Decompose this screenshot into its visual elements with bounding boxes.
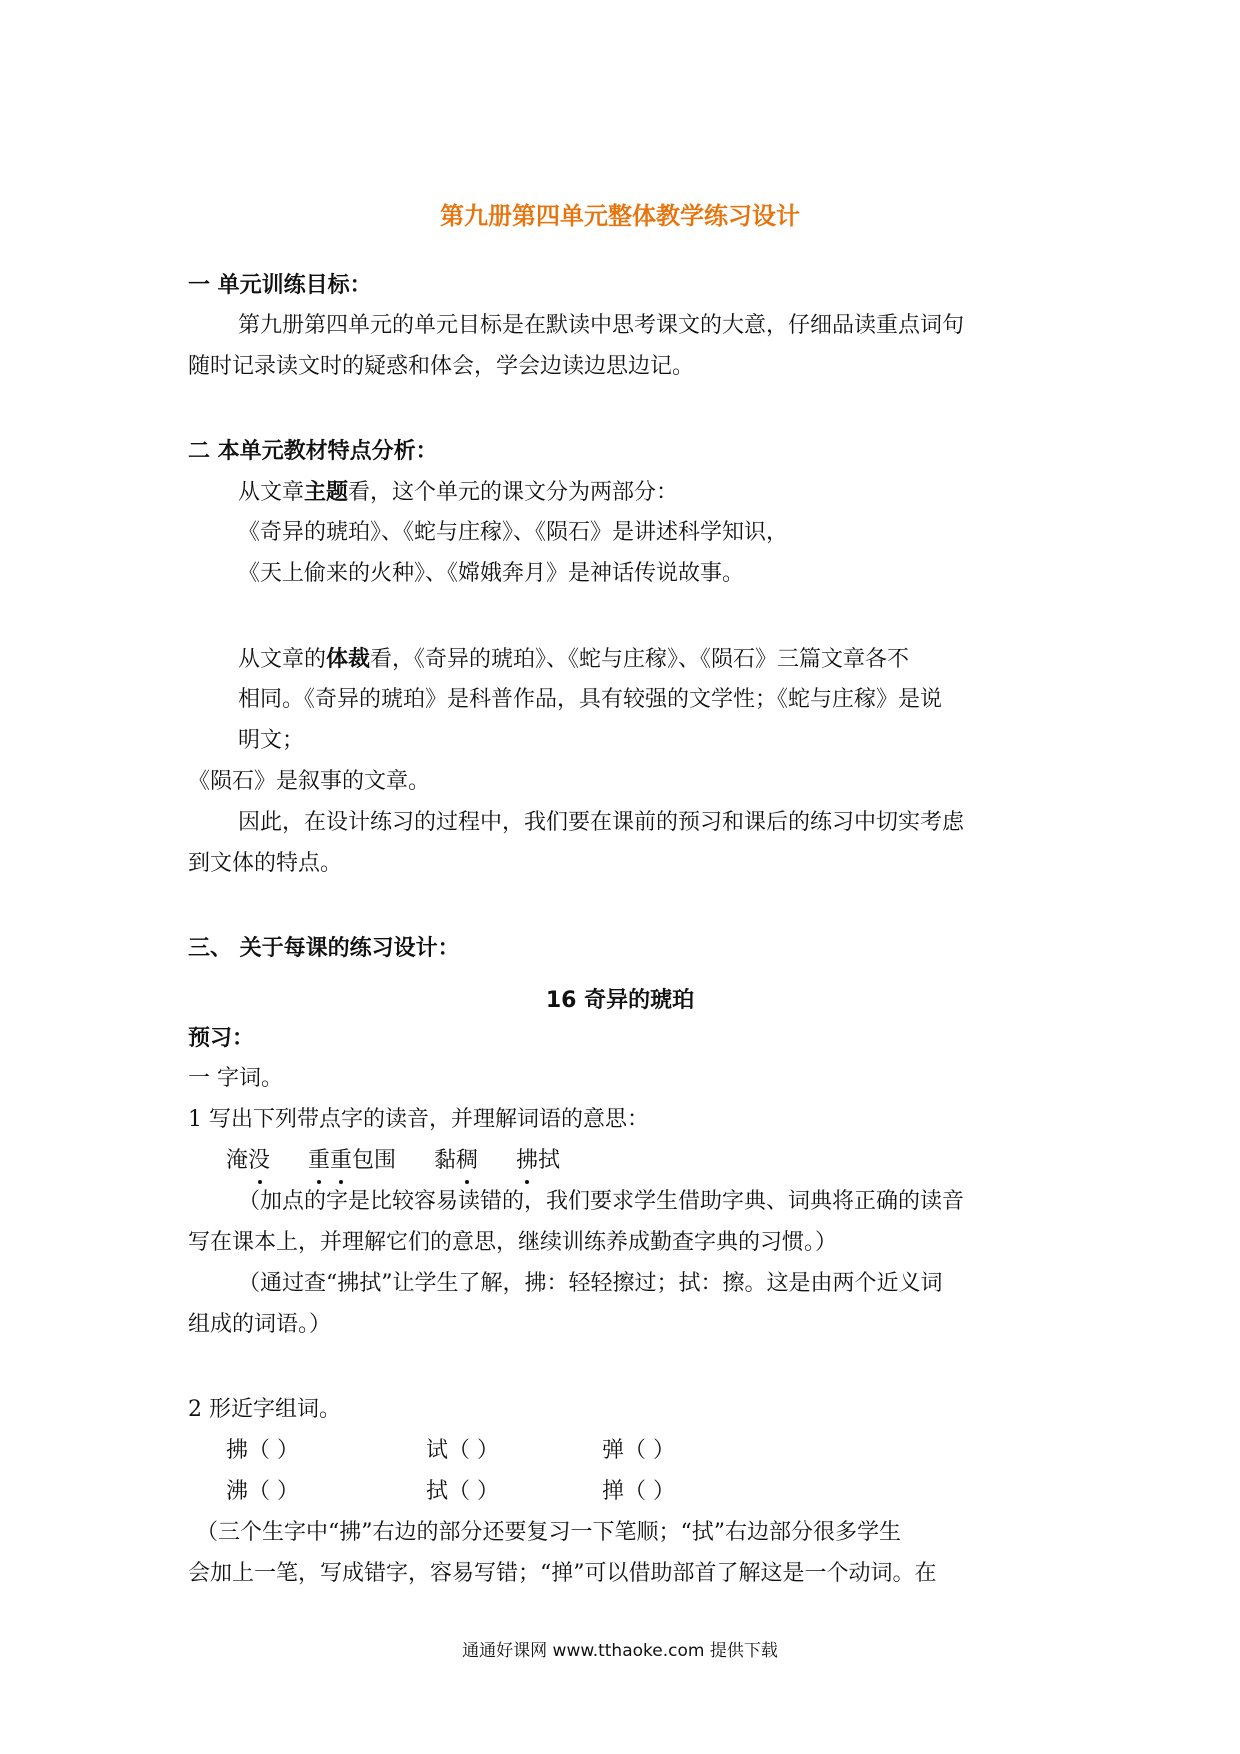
section2-p1 [238,477,678,508]
p1-bold: 主题 [304,479,349,505]
section2-p2: 《奇异的琥珀》、《蛇与庄稼》、《陨石》是讲述科学知识， [238,520,789,545]
note3-line2: 会加上一笔，写成错字，容易写错；“掸”可以借助部首了解这是一个动词。在 [188,1561,937,1586]
section2-p5: 相同。《奇异的琥珀》是科普作品，具有较强的文学性；《蛇与庄稼》是说 [238,687,943,712]
p1-pre: 从文章 [238,480,305,505]
word-3: 黏稠 [434,1146,478,1176]
note2-line1: （通过查“拂拭”让学生了解，拂：轻轻擦过；拭：擦。这是由两个近义词 [238,1271,943,1296]
word-4: 拂拭 [516,1146,560,1176]
section2-heading: 二 本单元教材特点分析： [188,439,438,464]
pair-2-1: 沸（ ） [226,1479,299,1504]
section2-p4 [238,644,909,675]
preview-label: 预习： [188,1026,255,1051]
emphasis-dot [525,1180,529,1184]
pair-2-2: 拭（ ） [426,1479,499,1504]
word-list [226,1146,560,1176]
section3-heading: 三、 关于每课的练习设计： [188,936,460,961]
section1-line2: 随时记录读文时的疑惑和体会，学会边读边思边记。 [188,354,695,379]
pair-2-3: 掸（ ） [602,1479,675,1504]
p1-post: 看，这个单元的课文分为两部分： [348,480,679,505]
emphasis-dot [258,1180,262,1184]
section2-p3: 《天上偷来的火种》、《嫦娥奔月》是神话传说故事。 [238,561,745,586]
note1-line1: （加点的字是比较容易读错的，我们要求学生借助字典、词典将正确的读音 [238,1189,965,1214]
note3-line1: （三个生字中“拂”右边的部分还要复习一下笔顺；“拭”右边部分很多学生 [196,1520,901,1545]
note1-line2: 写在课本上，并理解它们的意思，继续训练养成勤查字典的习惯。） [188,1230,838,1255]
pair-1-3: 弹（ ） [602,1438,675,1463]
section1-heading: 一 单元训练目标： [188,273,372,298]
question2: 2 形近字组词。 [188,1397,341,1422]
lesson-title: 16 奇异的琥珀 [545,988,695,1013]
emphasis-dot [317,1180,321,1184]
emphasis-dot [465,1180,469,1184]
section2-p8: 因此，在设计练习的过程中，我们要在课前的预习和课后的练习中切实考虑 [238,810,965,835]
emphasis-dot [339,1180,343,1184]
note2-line2: 组成的词语。） [188,1312,332,1337]
p4-pre: 从文章的 [238,647,327,672]
p4-bold: 体裁 [326,646,371,672]
section2-p9: 到文体的特点。 [188,851,343,876]
p4-post: 看，《奇异的琥珀》、《蛇与庄稼》、《陨石》三篇文章各不 [370,647,910,672]
section2-p7: 《陨石》是叙事的文章。 [188,769,431,794]
pair-1-1: 拂（ ） [226,1438,299,1463]
question1: 1 写出下列带点字的读音，并理解词语的意思： [188,1107,649,1132]
document-title: 第九册第四单元整体教学练习设计 [440,202,800,230]
item1-words: 一 字词。 [188,1066,283,1091]
section2-p6: 明文； [238,728,305,753]
page-footer: 通通好课网 www.tthaoke.com 提供下载 [462,1641,778,1661]
word-2: 重重包围 [308,1146,396,1176]
pair-1-2: 试（ ） [426,1438,499,1463]
section1-line1: 第九册第四单元的单元目标是在默读中思考课文的大意，仔细品读重点词句 [238,313,965,338]
word-1: 淹没 [226,1146,270,1176]
